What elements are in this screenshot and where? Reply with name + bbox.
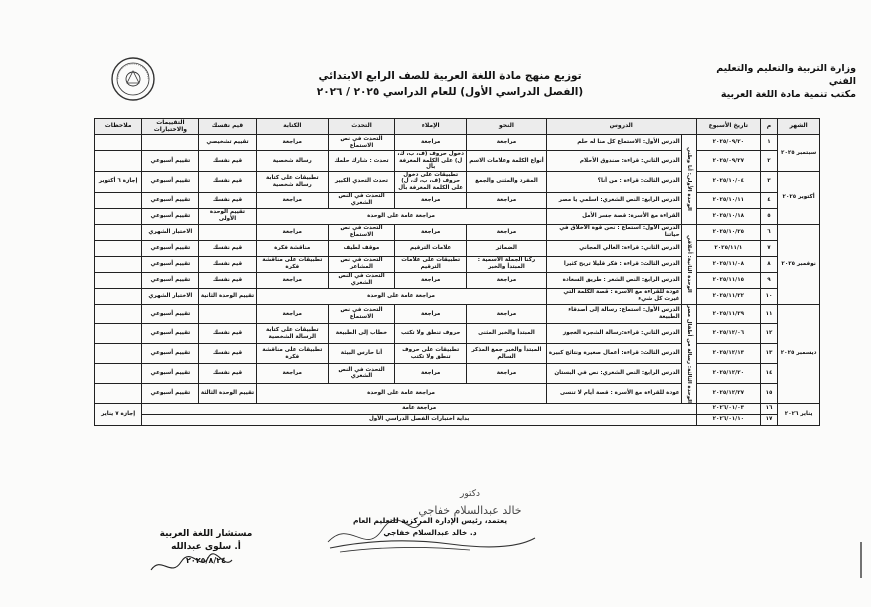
unit-label: الوحدة الثانية: أخلاقي bbox=[681, 224, 696, 304]
row-num: ١٦ bbox=[760, 403, 778, 414]
row-date: ٢٠٢٥/١٠/٢٥ bbox=[697, 224, 761, 240]
row-assess: تقييم أسبوعي bbox=[142, 383, 199, 403]
row-num: ٧ bbox=[760, 240, 778, 256]
row-review: مراجعة عامة bbox=[142, 403, 697, 414]
row-speaking: التحدث في النص الشعري bbox=[329, 363, 395, 383]
table-row bbox=[95, 151, 820, 172]
row-writing: مراجعة bbox=[256, 135, 329, 151]
document-title-block bbox=[300, 68, 600, 100]
row-dictation: مراجعة bbox=[394, 272, 467, 288]
row-review: مراجعة عامة على الوحدة bbox=[256, 208, 546, 224]
row-num: ١٠ bbox=[760, 288, 778, 304]
approval-title: يعتمد، رئيس الإدارة المركزية للتعليم العام bbox=[352, 516, 508, 525]
advisor-title: مستشار اللغة العربية bbox=[159, 529, 253, 539]
row-grammar: مراجعة bbox=[467, 192, 546, 208]
row-dictation: مراجعة bbox=[394, 363, 467, 383]
row-writing: تطبيقات على مناقشة فكرة bbox=[256, 344, 329, 364]
row-speaking: موقف لطيف bbox=[329, 240, 395, 256]
row-grammar: مراجعة bbox=[467, 304, 546, 324]
row-values: قيم نفسك bbox=[199, 363, 256, 383]
table-row bbox=[95, 256, 820, 272]
row-grammar: مراجعة bbox=[467, 224, 546, 240]
row-lesson: الدرس الرابع: النص الشعري: نص في البستان bbox=[546, 363, 681, 383]
row-assess: الاختبار الشهري bbox=[142, 224, 199, 240]
month-cell: سبتمبر ٢٠٢٥ bbox=[778, 135, 820, 172]
row-grammar: ركنا الجملة الاسمية : المبتدأ والخبر bbox=[467, 256, 546, 272]
row-lesson: الدرس الأول: الاستماع كل منا له حلم bbox=[546, 135, 681, 151]
row-values: قيم نفسك bbox=[199, 240, 256, 256]
ministry-header bbox=[706, 62, 856, 101]
col-header-assessments: التقييمات والاختبارات bbox=[142, 119, 199, 135]
row-values: قيم نفسك bbox=[199, 344, 256, 364]
row-lesson: عودة للقراءة مع الأسرة : قصة أيام لا تنسى bbox=[546, 383, 681, 403]
unit-label: الوحدة الأولى: أنا وطني bbox=[681, 135, 696, 225]
row-date: ٢٠٢٥/٠٩/٢٠ bbox=[697, 135, 761, 151]
table-row bbox=[95, 304, 820, 324]
col-header-speaking: التحدث bbox=[329, 119, 395, 135]
row-writing: مراجعة bbox=[256, 363, 329, 383]
row-date: ٢٠٢٥/١٢/١٣ bbox=[697, 344, 761, 364]
row-note bbox=[95, 135, 142, 151]
row-values: تقييم تشخيصي bbox=[199, 135, 256, 151]
handwritten-signature-icon bbox=[146, 550, 236, 580]
ministry-seal-icon bbox=[110, 56, 156, 102]
month-cell: ديسمبر ٢٠٢٥ bbox=[778, 304, 820, 403]
row-lesson: الدرس الثالث: قراءة : فكر قليلا تربح كثيرا bbox=[546, 256, 681, 272]
row-date: ٢٠٢٥/١٢/٢٠ bbox=[697, 363, 761, 383]
row-review: مراجعة عامة على الوحدة bbox=[256, 383, 546, 403]
month-cell: يناير ٢٠٢٦ bbox=[778, 403, 820, 425]
row-assess: تقييم أسبوعي bbox=[142, 171, 199, 192]
row-note bbox=[95, 383, 142, 403]
table-header-row bbox=[95, 119, 820, 135]
row-grammar: الضمائر bbox=[467, 240, 546, 256]
row-num: ١٥ bbox=[760, 383, 778, 403]
row-assess: تقييم أسبوعي bbox=[142, 363, 199, 383]
row-assess: تقييم أسبوعي bbox=[142, 208, 199, 224]
row-lesson: الدرس الرابع: النص الشعري: اسلمي يا مصر bbox=[546, 192, 681, 208]
row-note bbox=[95, 272, 142, 288]
row-note bbox=[95, 240, 142, 256]
row-lesson: الدرس الثاني: قراءة:رسالة الشجرة العجوز bbox=[546, 324, 681, 344]
row-values: تقييم الوحدة الأولى bbox=[199, 208, 256, 224]
row-date: ٢٠٢٦/٠١/٠٣ bbox=[697, 403, 761, 414]
row-speaking: التحدث في النص الشعري bbox=[329, 192, 395, 208]
margin-mark-icon bbox=[857, 540, 865, 580]
row-num: ١٢ bbox=[760, 324, 778, 344]
table-row bbox=[95, 240, 820, 256]
row-num: ٦ bbox=[760, 224, 778, 240]
row-date: ٢٠٢٥/١٠/٠٤ bbox=[697, 171, 761, 192]
row-dictation: مراجعة bbox=[394, 224, 467, 240]
row-speaking: التحدث في نص الاستماع bbox=[329, 304, 395, 324]
row-note bbox=[95, 256, 142, 272]
row-num: ٤ bbox=[760, 192, 778, 208]
row-speaking: تحدث : شارك حلمك bbox=[329, 151, 395, 172]
table-row bbox=[95, 288, 820, 304]
row-lesson: الدرس الثالث: قراءة : من أنا؟ bbox=[546, 171, 681, 192]
row-lesson: القراءة مع الأسرة: قصة جسر الأمل bbox=[546, 208, 681, 224]
curriculum-table bbox=[94, 118, 820, 426]
col-header-dictation: الإملاء bbox=[394, 119, 467, 135]
row-note bbox=[95, 304, 142, 324]
row-dictation: مراجعة bbox=[394, 135, 467, 151]
row-num: ١٣ bbox=[760, 344, 778, 364]
row-num: ٥ bbox=[760, 208, 778, 224]
row-grammar: مراجعة bbox=[467, 135, 546, 151]
table-row bbox=[95, 192, 820, 208]
table-row bbox=[95, 403, 820, 414]
col-header-num: م bbox=[760, 119, 778, 135]
row-assess: تقييم أسبوعي bbox=[142, 240, 199, 256]
table-row bbox=[95, 414, 820, 425]
row-review: بداية اختبارات الفصل الدراسي الأول bbox=[142, 414, 697, 425]
row-writing: مناقشة فكرة bbox=[256, 240, 329, 256]
row-lesson: الدرس الأول: استماع: رسالة إلى أصدقاء الطبيعة bbox=[546, 304, 681, 324]
col-header-lessons: الدروس bbox=[546, 119, 696, 135]
row-lesson: عودة للقراءة مع الأسرة : قصة الكلمة التي غيرت كل شيء bbox=[546, 288, 681, 304]
row-grammar: المبتدأ والخبر جمع المذكر السالم bbox=[467, 344, 546, 364]
row-lesson: الدرس الأول: استماع : نحن قوة الأخلاق في حياتنا bbox=[546, 224, 681, 240]
row-speaking: أنا حارس البيئة bbox=[329, 344, 395, 364]
row-review: مراجعة عامة على الوحدة bbox=[256, 288, 546, 304]
row-date: ٢٠٢٥/١١/٠٨ bbox=[697, 256, 761, 272]
table-row bbox=[95, 171, 820, 192]
row-lesson: الدرس الرابع: النص الشعر : طريق السعادة bbox=[546, 272, 681, 288]
row-grammar: المفرد والمثنى والجمع bbox=[467, 171, 546, 192]
row-note bbox=[95, 344, 142, 364]
row-note bbox=[95, 288, 142, 304]
row-date: ٢٠٢٥/١٠/١٨ bbox=[697, 208, 761, 224]
row-speaking: التحدث في نص الاستماع bbox=[329, 224, 395, 240]
row-assess: تقييم أسبوعي bbox=[142, 272, 199, 288]
table-row bbox=[95, 324, 820, 344]
row-writing: مراجعة bbox=[256, 192, 329, 208]
row-values bbox=[199, 304, 256, 324]
row-note: إجازة ٧ يناير bbox=[95, 403, 142, 425]
row-dictation: حروف تنطق ولا تكتب bbox=[394, 324, 467, 344]
row-values bbox=[199, 224, 256, 240]
approval-name: د. خالد عبدالسلام خفاجي bbox=[383, 528, 477, 537]
col-header-grammar: النحو bbox=[467, 119, 546, 135]
row-dictation: دخول حروف (ف، ب، ك، ل) على الكلمة المعرفة بأل bbox=[394, 151, 467, 172]
row-values: قيم نفسك bbox=[199, 171, 256, 192]
row-date: ٢٠٢٥/١١/٢٩ bbox=[697, 304, 761, 324]
document-title: توزيع منهج مادة اللغة العربية للصف الرابع الابتدائي bbox=[318, 70, 582, 82]
row-lesson: الدرس الثالث: قراءة: أعمال صغيرة ونتائج كبيرة bbox=[546, 344, 681, 364]
table-row bbox=[95, 208, 820, 224]
row-num: ١٤ bbox=[760, 363, 778, 383]
unit-label: الوحدة الثالثة: رسالة من أطفال مصر bbox=[681, 304, 696, 403]
row-dictation: علامات الترقيم bbox=[394, 240, 467, 256]
row-date: ٢٠٢٥/١١/١٥ bbox=[697, 272, 761, 288]
row-values: قيم نفسك bbox=[199, 324, 256, 344]
row-num: ٩ bbox=[760, 272, 778, 288]
row-date: ٢٠٢٥/١١/١ bbox=[697, 240, 761, 256]
ministry-name: وزارة التربية والتعليم والتعليم الفني bbox=[716, 63, 856, 87]
row-dictation: مراجعة bbox=[394, 192, 467, 208]
row-values: قيم نفسك bbox=[199, 151, 256, 172]
row-grammar: مراجعة bbox=[467, 363, 546, 383]
stamp-text: دكتور bbox=[459, 489, 481, 499]
office-name: مكتب تنمية مادة اللغة العربية bbox=[720, 89, 856, 100]
table-row bbox=[95, 363, 820, 383]
row-writing: رسالة شخصية bbox=[256, 151, 329, 172]
row-lesson: الدرس الثاني: قراءة: الغالي المجاني bbox=[546, 240, 681, 256]
row-date: ٢٠٢٥/٠٩/٢٧ bbox=[697, 151, 761, 172]
col-header-writing: الكتابة bbox=[256, 119, 329, 135]
row-dictation: مراجعة bbox=[394, 304, 467, 324]
row-speaking: خطاب إلى الطبيعة bbox=[329, 324, 395, 344]
row-note bbox=[95, 363, 142, 383]
row-assess: تقييم أسبوعي bbox=[142, 151, 199, 172]
col-header-values: قيم نفسك bbox=[199, 119, 256, 135]
row-writing: تطبيقات على كتابة رسالة شخصية bbox=[256, 171, 329, 192]
row-values: قيم نفسك bbox=[199, 272, 256, 288]
row-num: ٢ bbox=[760, 151, 778, 172]
stamp-name: خالد عبدالسلام خفاجي bbox=[418, 504, 522, 517]
row-assess: تقييم أسبوعي bbox=[142, 256, 199, 272]
advisor-date: ٢٠٢٥/٨/٢٤ bbox=[185, 556, 227, 565]
month-cell: نوفمبر ٢٠٢٥ bbox=[778, 224, 820, 304]
row-speaking: التحدث في النص الشعري bbox=[329, 272, 395, 288]
row-writing: مراجعة bbox=[256, 304, 329, 324]
row-dictation: تطبيقات على حروف تنطق ولا تكتب bbox=[394, 344, 467, 364]
row-note bbox=[95, 224, 142, 240]
row-values: تقييم الوحدة الثانية bbox=[199, 288, 256, 304]
row-num: ٣ bbox=[760, 171, 778, 192]
row-lesson: الدرس الثاني: قراءة: صندوق الأحلام bbox=[546, 151, 681, 172]
row-date: ٢٠٢٥/١٢/٠٦ bbox=[697, 324, 761, 344]
row-dictation: تطبيقات على علامات الترقيم bbox=[394, 256, 467, 272]
row-assess: تقييم أسبوعي bbox=[142, 344, 199, 364]
row-num: ١٧ bbox=[760, 414, 778, 425]
row-note bbox=[95, 208, 142, 224]
row-speaking: تحدث التحدي الكبير bbox=[329, 171, 395, 192]
row-assess: تقييم أسبوعي bbox=[142, 324, 199, 344]
row-speaking: التحدث في نص المشاعر bbox=[329, 256, 395, 272]
row-values: تقييم الوحدة الثالثة bbox=[199, 383, 256, 403]
row-note bbox=[95, 192, 142, 208]
row-date: ٢٠٢٥/١٠/١١ bbox=[697, 192, 761, 208]
row-date: ٢٠٢٥/١١/٢٢ bbox=[697, 288, 761, 304]
row-speaking: التحدث في نص الاستماع bbox=[329, 135, 395, 151]
table-row bbox=[95, 135, 820, 151]
advisor-name: أ. سلوى عبدالله bbox=[171, 542, 241, 552]
row-num: ١ bbox=[760, 135, 778, 151]
row-writing: مراجعة bbox=[256, 224, 329, 240]
row-assess bbox=[142, 135, 199, 151]
row-writing: مراجعة bbox=[256, 272, 329, 288]
col-header-notes: ملاحظات bbox=[95, 119, 142, 135]
table-row bbox=[95, 272, 820, 288]
row-grammar: أنواع الكلمة وعلامات الاسم bbox=[467, 151, 546, 172]
row-values: قيم نفسك bbox=[199, 192, 256, 208]
document-subtitle: (الفصل الدراسي الأول) للعام الدراسي ٢٠٢٥ / ٢٠٢٦ bbox=[316, 86, 584, 98]
col-header-date: تاريخ الأسبوع bbox=[697, 119, 761, 135]
table-row bbox=[95, 224, 820, 240]
row-writing: تطبيقات على كتابة الرسالة الشخصية bbox=[256, 324, 329, 344]
row-num: ٨ bbox=[760, 256, 778, 272]
row-grammar: المبتدأ والخبر المثنى bbox=[467, 324, 546, 344]
approval-block bbox=[330, 515, 530, 539]
row-note: إجازة ٦ أكتوبر bbox=[95, 171, 142, 192]
row-date: ٢٠٢٦/٠١/١٠ bbox=[697, 414, 761, 425]
col-header-month: الشهر bbox=[778, 119, 820, 135]
row-assess: الاختبار الشهري bbox=[142, 288, 199, 304]
row-note bbox=[95, 324, 142, 344]
row-values: قيم نفسك bbox=[199, 256, 256, 272]
row-note bbox=[95, 151, 142, 172]
table-row bbox=[95, 383, 820, 403]
row-date: ٢٠٢٥/١٢/٢٧ bbox=[697, 383, 761, 403]
row-assess: تقييم أسبوعي bbox=[142, 192, 199, 208]
table-row bbox=[95, 344, 820, 364]
row-num: ١١ bbox=[760, 304, 778, 324]
month-cell: أكتوبر ٢٠٢٥ bbox=[778, 171, 820, 224]
row-dictation: تطبيقات على دخول حروف (ف، ب، ك، ل) على الكلمة المعرفة بأل bbox=[394, 171, 467, 192]
row-grammar: مراجعة bbox=[467, 272, 546, 288]
row-writing: تطبيقات على مناقشة فكرة bbox=[256, 256, 329, 272]
row-assess: تقييم أسبوعي bbox=[142, 304, 199, 324]
